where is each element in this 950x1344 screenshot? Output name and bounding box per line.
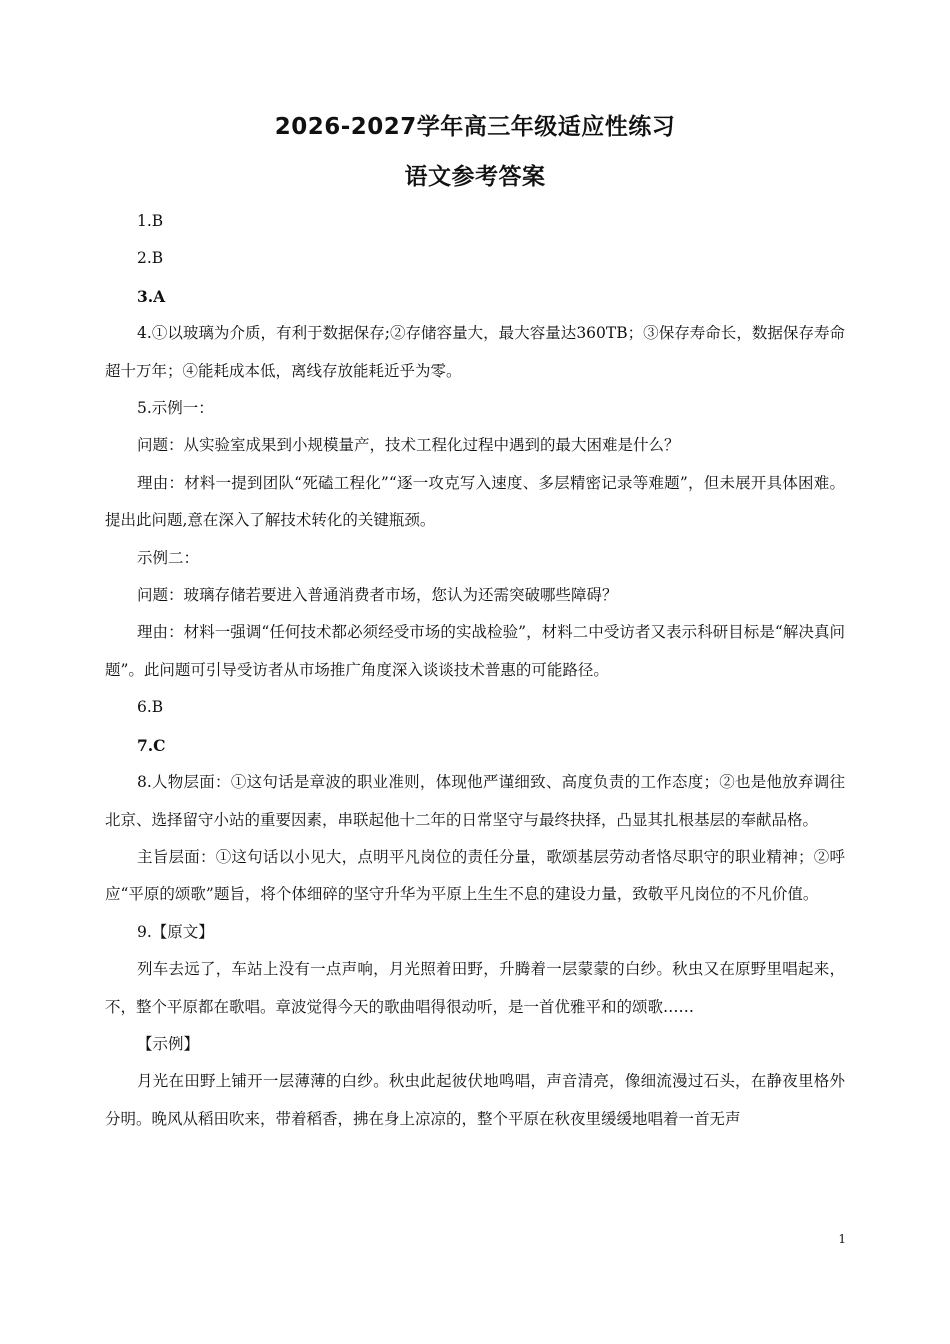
answer-5-label: 5.示例一：: [137, 399, 214, 418]
answer-8-theme: 主旨层面：①这句话以小见大，点明平凡岗位的责任分量，歌颂基层劳动者恪尽职守的职业精神；②呼应“平原的颂歌”题旨，将个体细碎的坚守升华为平原上生生不息的建设力量，致敬平凡岗位的不凡价值。: [105, 847, 845, 904]
answer-9-example-label: 【示例】: [137, 1034, 200, 1053]
answer-6: 6.B: [137, 698, 164, 717]
answer-9-label: 9.【原文】: [137, 922, 214, 941]
answer-content: [105, 203, 845, 1138]
answer-5-example1-question: 问题：从实验室成果到小规模量产，技术工程化过程中遇到的最大困难是什么？: [137, 436, 680, 455]
answer-8-character: 8.人物层面：①这句话是章波的职业准则，体现他严谨细致、高度负责的工作态度；②也是他放弃调往北京、选择留守小站的重要因素，串联起他十二年的日常坚守与最终抉择，凸显其扎根基层的奉献品格。: [105, 773, 845, 829]
answer-3: 3.A: [137, 286, 166, 306]
document-subtitle: 语文参考答案: [404, 164, 546, 190]
answer-5-example1-reason: 理由：材料一提到团队“死磕工程化”“逐一攻克写入速度、多层精密记录等难题”，但未展开具体困难。提出此问题,意在深入了解技术转化的关键瓶颈。: [105, 473, 845, 530]
answer-9-example-text: 月光在田野上铺开一层薄薄的白纱。秋虫此起彼伏地鸣唱，声音清亮，像细流漫过石头，在静夜里格外分明。晚风从稻田吹来，带着稻香，拂在身上凉凉的，整个平原在秋夜里缓缓地唱着一首无声: [105, 1072, 845, 1128]
answer-5-example2-question: 问题：玻璃存储若要进入普通消费者市场，您认为还需突破哪些障碍？: [137, 586, 618, 605]
document-title: 2026-2027学年高三年级适应性练习: [274, 114, 676, 140]
answer-2: 2.B: [137, 249, 164, 268]
answer-9-original-text: 列车去远了，车站上没有一点声响，月光照着田野，升腾着一层蒙蒙的白纱。秋虫又在原野里唱起来，不，整个平原都在歌唱。章波觉得今天的歌曲唱得很动听，是一首优雅平和的颂歌……: [105, 960, 845, 1016]
page-number: 1: [838, 1232, 846, 1246]
answer-5-example2-reason: 理由：材料一强调“任何技术都必须经受市场的实战检验”，材料二中受访者又表示科研目标是“解决真问题”。此问题可引导受访者从市场推广角度深入谈谈技术普惠的可能路径。: [105, 623, 845, 679]
answer-5-example2-label: 示例二：: [137, 548, 200, 567]
answer-7: 7.C: [137, 735, 166, 755]
answer-1: 1.B: [137, 212, 164, 230]
answer-4: 4.①以玻璃为介质，有利于数据保存;②存储容量大，最大容量达360TB；③保存寿命长，数据保存寿命超十万年；④能耗成本低，离线存放能耗近乎为零。: [105, 324, 845, 380]
